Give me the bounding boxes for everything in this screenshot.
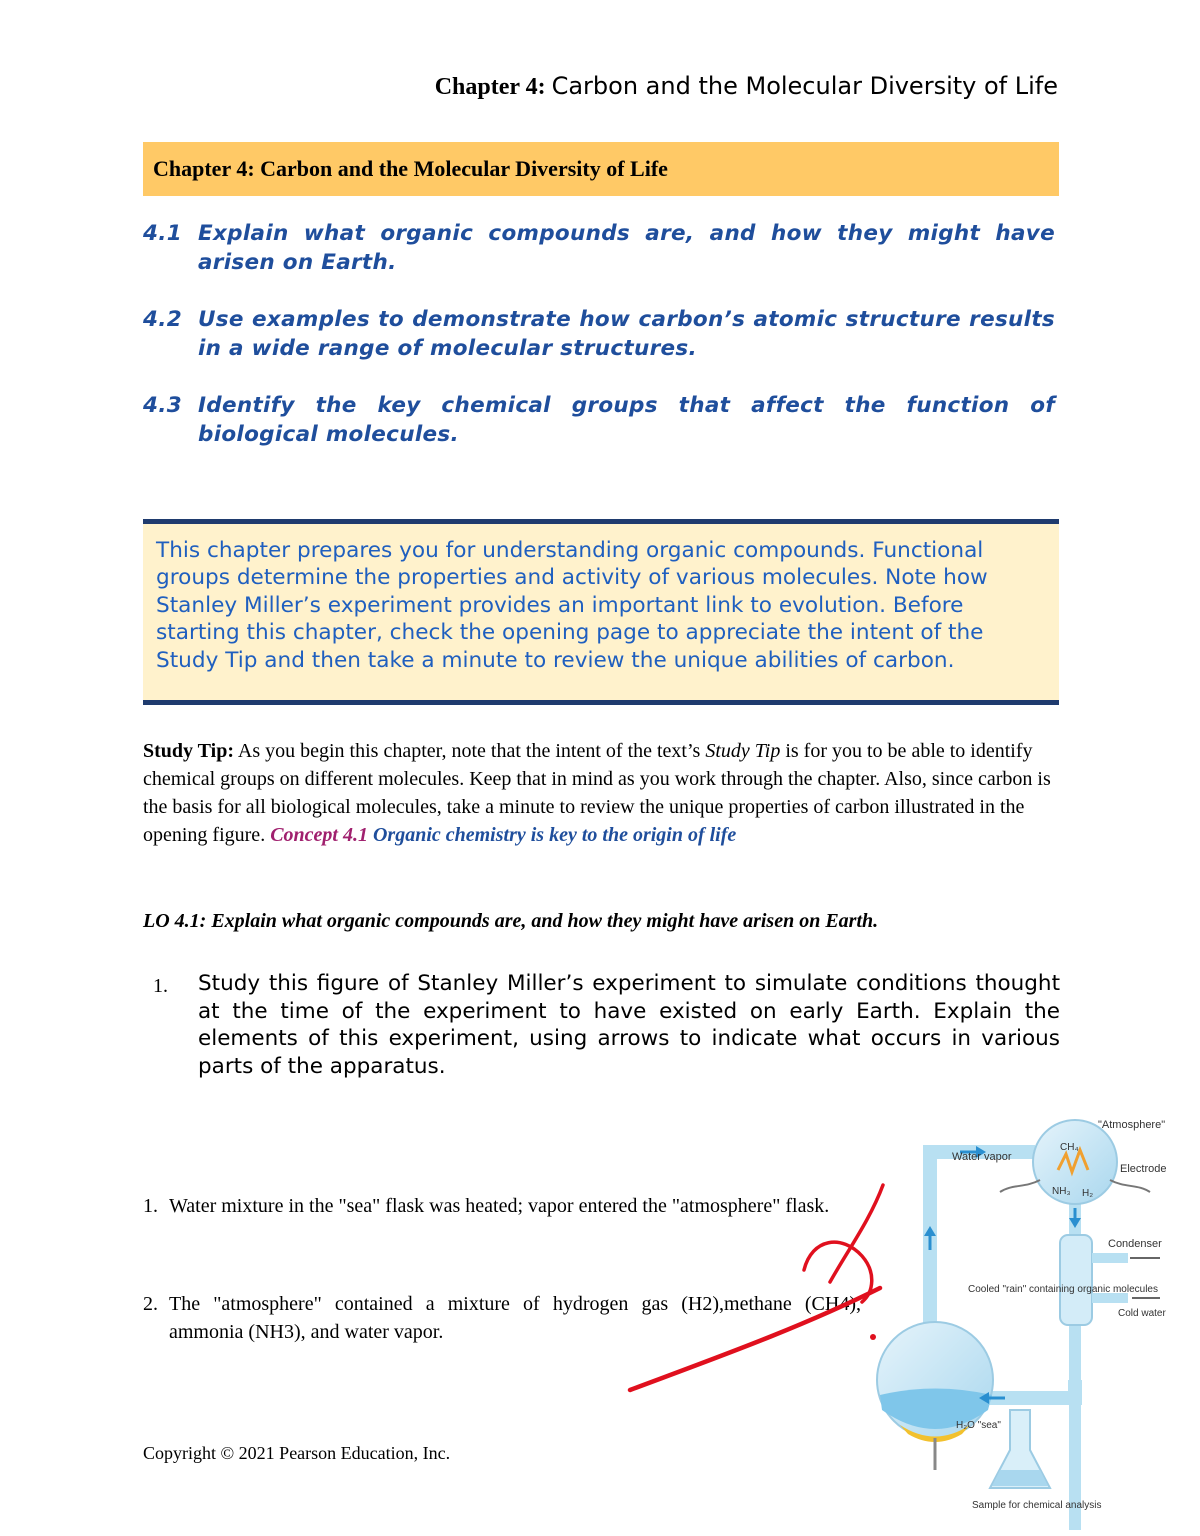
label-condenser: Condenser (1108, 1238, 1162, 1250)
objective-4-1 (143, 219, 1055, 277)
chapter-note-box: This chapter prepares you for understanding organic compounds. Functional groups determine the properties and activity of various molecules. Note how Stanley Miller’s experiment provides an important link to evolution. Before starting this chapter, check the opening page to appreciate the intent of the Study Tip and then take a minute to review the unique abilities of carbon. (143, 519, 1059, 705)
objective-number: 4.3 (143, 393, 182, 418)
copyright-footer: Copyright © 2021 Pearson Education, Inc. (143, 1443, 451, 1463)
electrode-wire-left (1000, 1180, 1040, 1192)
answer-number: 1. (143, 1195, 158, 1217)
label-atmosphere: "Atmosphere" (1098, 1119, 1166, 1131)
label-h2: H₂ (1082, 1188, 1094, 1199)
chapter-banner: Chapter 4: Carbon and the Molecular Diversity of Life (143, 142, 1059, 196)
study-tip-label: Study Tip: (143, 740, 234, 762)
objective-number: 4.1 (143, 221, 182, 246)
label-sea: H₂O "sea" (956, 1420, 1001, 1431)
study-tip-paragraph (143, 737, 1059, 849)
label-cold-water: Cold water (1118, 1308, 1166, 1319)
lo-heading: LO 4.1: Explain what organic compounds are, and how they might have arisen on Earth. (143, 910, 879, 932)
label-water-vapor: Water vapor (952, 1151, 1012, 1163)
study-tip-text-before: As you begin this chapter, note that the intent of the text’s (234, 740, 706, 762)
annotation-stroke-c (630, 1288, 880, 1390)
label-nh3: NH₃ (1052, 1186, 1071, 1197)
sample-liquid (992, 1470, 1048, 1486)
concept-label: Concept 4.1 (270, 824, 368, 846)
concept-title: Organic chemistry is key to the origin of life (367, 824, 737, 846)
miller-experiment-figure (860, 1110, 1200, 1536)
answer-number: 2. (143, 1293, 158, 1315)
label-sample: Sample for chemical analysis (972, 1500, 1102, 1511)
label-ch4: CH₄ (1060, 1142, 1079, 1153)
electrode-wire-right (1110, 1180, 1150, 1192)
running-header-title: Carbon and the Molecular Diversity of Life (551, 72, 1058, 100)
objective-text: Explain what organic compounds are, and how they might have arisen on Earth. (198, 221, 1055, 275)
study-tip-text-after: is for you to be able to identify chemical groups on different molecules. Keep that in mind as you work through the chapter. Also, since carbon is the basis for all biological molecules, take a minute to review the unique properties of carbon illustrated in the opening figure. (143, 740, 1051, 846)
answer-text: Water mixture in the "sea" flask was heated; vapor entered the "atmosphere" flask. (169, 1195, 830, 1217)
running-header-label: Chapter 4: (434, 74, 546, 100)
objective-text: Use examples to demonstrate how carbon’s atomic structure results in a wide range of molecular structures. (198, 307, 1055, 361)
study-tip-italic: Study Tip (705, 740, 781, 762)
condenser (1060, 1235, 1092, 1325)
question-text: Study this figure of Stanley Miller’s experiment to simulate conditions thought at the time of the experiment to have existed on early Earth. Explain the elements of this experiment, using arrows to indicate what occurs in various parts of the apparatus. (198, 971, 1060, 1079)
objective-number: 4.2 (143, 307, 182, 332)
label-cooled-rain: Cooled "rain" containing organic molecules (968, 1284, 1158, 1295)
objective-text: Identify the key chemical groups that affect the function of biological molecules. (198, 393, 1055, 447)
answer-text: The "atmosphere" contained a mixture of hydrogen gas (H2),methane (CH4), ammonia (NH3), and water vapor. (169, 1293, 861, 1343)
running-header (435, 72, 1058, 101)
objective-4-2 (143, 305, 1055, 363)
objective-4-3 (143, 391, 1055, 449)
label-electrode: Electrode (1120, 1163, 1167, 1175)
handwritten-annotation (600, 1160, 890, 1420)
question-number: 1. (153, 975, 168, 997)
